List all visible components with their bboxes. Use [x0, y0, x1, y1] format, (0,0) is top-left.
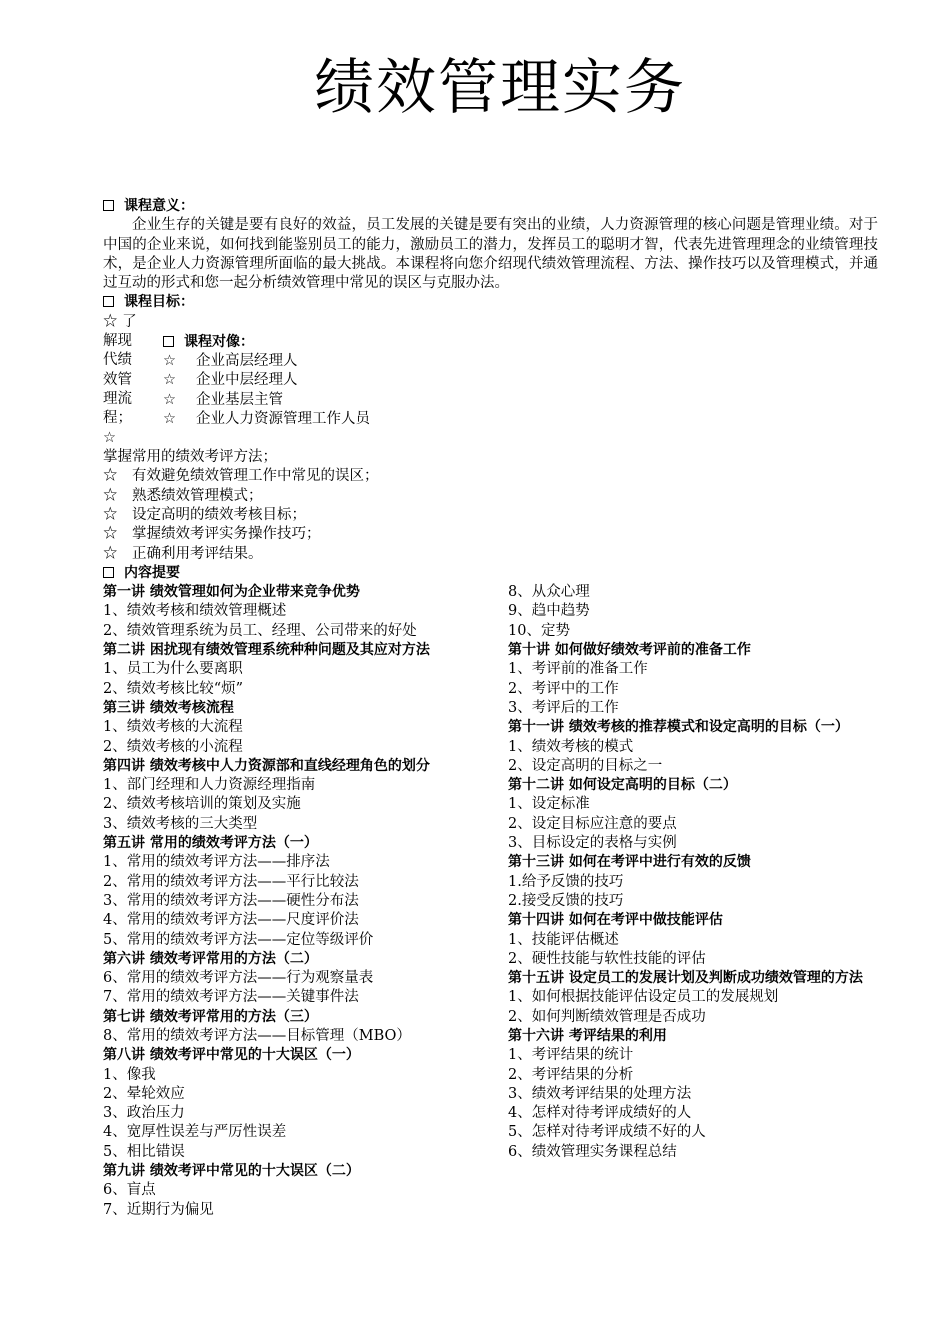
goal-item: ☆ 设定高明的绩效考核目标； — [103, 506, 306, 523]
audience-item — [163, 410, 370, 429]
lecture-item: 3、绩效考核的三大类型 — [103, 815, 258, 832]
star-icon: ☆ — [163, 410, 176, 427]
lecture-item: 2.接受反馈的技巧 — [508, 892, 624, 909]
lecture-item: 3、政治压力 — [103, 1105, 185, 1122]
lecture-item: 4、怎样对待考评成绩好的人 — [508, 1105, 692, 1122]
lecture-heading: 第十四讲 如何在考评中做技能评估 — [508, 912, 723, 929]
goal-item: ☆ 了解现代绩效管理流程； — [103, 313, 137, 427]
audience-section — [163, 333, 370, 429]
lecture-item: 1、绩效考核的大流程 — [103, 719, 243, 736]
lecture-item: 1、考评结果的统计 — [508, 1047, 634, 1064]
goals-heading: 课程目标： — [103, 293, 878, 312]
lecture-item: 1、部门经理和人力资源经理指南 — [103, 777, 316, 794]
content-columns — [103, 583, 878, 1263]
lecture-heading: 第十二讲 如何设定高明的目标（二） — [508, 777, 737, 794]
lecture-item: 6、常用的绩效考评方法——行为观察量表 — [103, 970, 374, 987]
lecture-heading: 第四讲 绩效考核中人力资源部和直线经理角色的划分 — [103, 757, 430, 774]
checkbox-square-icon — [103, 200, 114, 211]
lecture-item: 7、近期行为偏见 — [103, 1201, 214, 1218]
page-title: 绩效管理实务 — [314, 53, 686, 123]
content-right-column — [508, 583, 878, 1162]
goal-item: ☆ — [103, 429, 116, 446]
lecture-item: 2、如何判断绩效管理是否成功 — [508, 1008, 706, 1025]
lecture-heading: 第十六讲 考评结果的利用 — [508, 1027, 667, 1044]
lecture-item: 2、绩效考核比较“烦” — [103, 680, 244, 697]
lecture-item: 1、像我 — [103, 1066, 156, 1083]
lecture-item: 1、员工为什么要离职 — [103, 661, 243, 678]
lecture-item: 2、考评中的工作 — [508, 680, 619, 697]
lecture-item: 1、设定标准 — [508, 796, 590, 813]
lecture-heading: 第一讲 绩效管理如何为企业带来竞争优势 — [103, 584, 360, 601]
lecture-heading: 第六讲 绩效考评常用的方法（二） — [103, 950, 318, 967]
lecture-item: 9、趋中趋势 — [508, 603, 590, 620]
lecture-item: 1、绩效考核和绩效管理概述 — [103, 603, 287, 620]
goal-item: ☆ 有效避免绩效管理工作中常见的误区； — [103, 468, 379, 485]
lecture-item: 4、常用的绩效考评方法——尺度评价法 — [103, 912, 359, 929]
goal-item: ☆ 正确利用考评结果。 — [103, 545, 263, 562]
lecture-item: 6、绩效管理实务课程总结 — [508, 1143, 677, 1160]
lecture-item: 10、定势 — [508, 622, 570, 639]
lecture-item: 2、绩效管理系统为员工、经理、公司带来的好处 — [103, 622, 417, 639]
lecture-item: 1.给予反馈的技巧 — [508, 873, 624, 890]
lecture-item: 4、宽厚性误差与严厉性误差 — [103, 1124, 287, 1141]
goal-item: ☆ 熟悉绩效管理模式； — [103, 487, 263, 504]
lecture-item: 3、常用的绩效考评方法——硬性分布法 — [103, 892, 359, 909]
lecture-item: 3、目标设定的表格与实例 — [508, 835, 677, 852]
goals-audience-block — [103, 313, 878, 429]
audience-item-label: 企业中层经理人 — [196, 372, 298, 389]
lecture-item: 2、设定目标应注意的要点 — [508, 815, 677, 832]
lecture-heading: 第三讲 绩效考核流程 — [103, 699, 234, 716]
audience-item — [163, 371, 370, 390]
lecture-heading: 第十一讲 绩效考核的推荐模式和设定高明的目标（一） — [508, 719, 849, 736]
audience-list — [163, 352, 370, 429]
significance-paragraph: 企业生存的关键是要有良好的效益，员工发展的关键是要有突出的业绩，人力资源管理的核心问题是管理业绩。对于中国的企业来说，如何找到能鉴别员工的能力，激励员工的潜力，发挥员工的聪明才智，代表先进管理理念的业绩管理技术，是企业人力资源管理所面临的最大挑战。本课程将向您介绍现代绩效管理流程、方法、操作技巧以及管理模式，并通过互动的形式和您一起分析绩效管理中常见的误区与克服办法。 — [103, 217, 878, 292]
lecture-item: 8、从众心理 — [508, 584, 590, 601]
audience-heading: 课程对像： — [163, 333, 370, 352]
checkbox-square-icon — [163, 336, 174, 347]
checkbox-square-icon — [103, 296, 114, 307]
lecture-item: 1、常用的绩效考评方法——排序法 — [103, 854, 330, 871]
audience-item — [163, 352, 370, 371]
lecture-item: 3、考评后的工作 — [508, 699, 619, 716]
lecture-item: 2、硬性技能与软性技能的评估 — [508, 950, 706, 967]
star-icon: ☆ — [163, 391, 176, 408]
lecture-item: 5、相比错误 — [103, 1143, 185, 1160]
goal-item: 掌握常用的绩效考评方法； — [103, 449, 277, 466]
lecture-heading: 第二讲 困扰现有绩效管理系统种种问题及其应对方法 — [103, 642, 430, 659]
lecture-item: 2、晕轮效应 — [103, 1085, 185, 1102]
lecture-heading: 第九讲 绩效考评中常见的十大误区（二） — [103, 1163, 360, 1180]
lecture-item: 1、考评前的准备工作 — [508, 661, 648, 678]
goals-list — [103, 429, 878, 564]
lecture-item: 6、盲点 — [103, 1182, 156, 1199]
goal-item: ☆ 掌握绩效考评实务操作技巧； — [103, 526, 321, 543]
lecture-item: 7、常用的绩效考评方法——关键事件法 — [103, 989, 359, 1006]
lecture-item: 1、绩效考核的模式 — [508, 738, 634, 755]
lecture-heading: 第十讲 如何做好绩效考评前的准备工作 — [508, 642, 751, 659]
lecture-item: 1、如何根据技能评估设定员工的发展规划 — [508, 989, 779, 1006]
lecture-item: 1、技能评估概述 — [508, 931, 619, 948]
audience-item-label: 企业人力资源管理工作人员 — [196, 410, 370, 427]
star-icon: ☆ — [163, 372, 176, 389]
lecture-item: 2、考评结果的分析 — [508, 1066, 634, 1083]
lecture-item: 2、常用的绩效考评方法——平行比较法 — [103, 873, 359, 890]
star-icon: ☆ — [163, 353, 176, 370]
lecture-item: 5、怎样对待考评成绩不好的人 — [508, 1124, 706, 1141]
audience-item-label: 企业高层经理人 — [196, 353, 298, 370]
lecture-heading: 第八讲 绩效考评中常见的十大误区（一） — [103, 1047, 360, 1064]
lecture-item: 2、绩效考核的小流程 — [103, 738, 243, 755]
content-left-column — [103, 583, 473, 1220]
lecture-item: 2、绩效考核培训的策划及实施 — [103, 796, 301, 813]
document-body — [103, 197, 878, 1263]
lecture-item: 3、绩效考评结果的处理方法 — [508, 1085, 692, 1102]
content-heading: 内容提要 — [103, 564, 878, 583]
lecture-item: 8、常用的绩效考评方法——目标管理（MBO） — [103, 1027, 411, 1044]
significance-heading: 课程意义： — [103, 197, 878, 216]
lecture-item: 2、设定高明的目标之一 — [508, 757, 663, 774]
lecture-heading: 第十五讲 设定员工的发展计划及判断成功绩效管理的方法 — [508, 970, 863, 987]
audience-item — [163, 391, 370, 410]
audience-item-label: 企业基层主管 — [196, 391, 283, 408]
checkbox-square-icon — [103, 567, 114, 578]
lecture-item: 5、常用的绩效考评方法——定位等级评价 — [103, 931, 374, 948]
lecture-heading: 第五讲 常用的绩效考评方法（一） — [103, 835, 318, 852]
lecture-heading: 第七讲 绩效考评常用的方法（三） — [103, 1008, 318, 1025]
lecture-heading: 第十三讲 如何在考评中进行有效的反馈 — [508, 854, 751, 871]
